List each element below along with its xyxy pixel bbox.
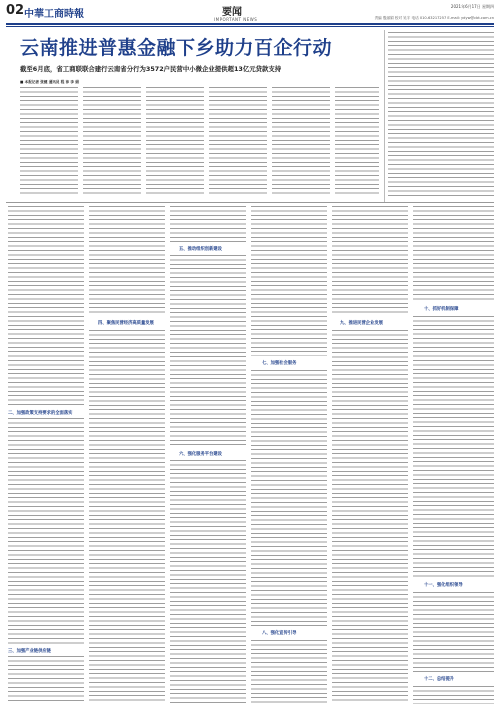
- section-heading: 十、抓好机制保障: [424, 307, 459, 312]
- body-column-1a: [8, 206, 84, 406]
- body-column-6d: [413, 686, 494, 704]
- body-column-5a: [332, 206, 408, 316]
- newspaper-name: 中華工商時報: [24, 9, 84, 20]
- sidebar-article-top: [388, 32, 494, 198]
- lead-column-4: [209, 87, 267, 197]
- section-title-en: IMPORTANT NEWS: [214, 17, 258, 22]
- header-rule-thin: [6, 26, 494, 27]
- column-divider: [384, 30, 385, 202]
- body-column-3b: [170, 255, 246, 447]
- body-column-5b: [332, 330, 408, 704]
- editor-line: 责编 殷丽娟 校对 吴宇 电话 010-63217257 E-mail: ydyw@cbt.com.cn: [374, 16, 494, 20]
- lead-column-5: [272, 87, 330, 197]
- body-column-1b: [8, 418, 84, 644]
- lead-column-2: [83, 87, 141, 197]
- header-rule: [6, 23, 494, 25]
- body-column-4b: [251, 370, 327, 626]
- page-number: 02: [6, 3, 25, 18]
- section-divider: [6, 202, 494, 203]
- body-column-6a: [413, 206, 494, 302]
- article-headline: 云南推进普惠金融下乡助力百企行动: [20, 37, 333, 59]
- body-column-6b: [413, 316, 494, 578]
- section-title: 要闻: [222, 7, 242, 18]
- body-column-1c: [8, 656, 84, 704]
- body-column-3a: [170, 206, 246, 242]
- body-column-6c: [413, 592, 494, 672]
- issue-date: 2021年6月17日 星期四: [450, 4, 494, 9]
- body-column-2b: [89, 330, 165, 704]
- lead-column-6: [335, 87, 379, 197]
- section-heading: 九、推进民营企业发展: [340, 321, 383, 326]
- lead-column-1: [20, 87, 78, 197]
- article-byline: ■ 本报记者 张健 通讯员 程 沛 李 娟: [20, 80, 79, 84]
- lead-column-3: [146, 87, 204, 197]
- article-subheadline: 截至6月底，省工商联联合建行云南省分行为3572户民营中小微企业提供超13亿元贷款支持: [20, 65, 282, 73]
- body-column-3c: [170, 460, 246, 704]
- section-heading: 六、强化服务平台建设: [179, 452, 222, 457]
- body-column-4c: [251, 640, 327, 704]
- section-heading: 三、加强产业链供应链: [8, 649, 51, 654]
- section-heading: 五、推动组织创新建设: [179, 247, 222, 252]
- body-column-4a: [251, 206, 327, 356]
- section-heading: 七、加强社会服务: [262, 361, 297, 366]
- body-column-2a: [89, 206, 165, 316]
- section-heading: 四、聚焦民营经济高质量发展: [98, 321, 154, 326]
- section-heading: 二、加强政策支持要求的全面落实: [8, 411, 73, 416]
- section-heading: 八、强化宣传引导: [262, 631, 297, 636]
- section-heading: 十一、强化组织领导: [424, 583, 463, 588]
- section-heading: 十二、总结提升: [424, 677, 455, 682]
